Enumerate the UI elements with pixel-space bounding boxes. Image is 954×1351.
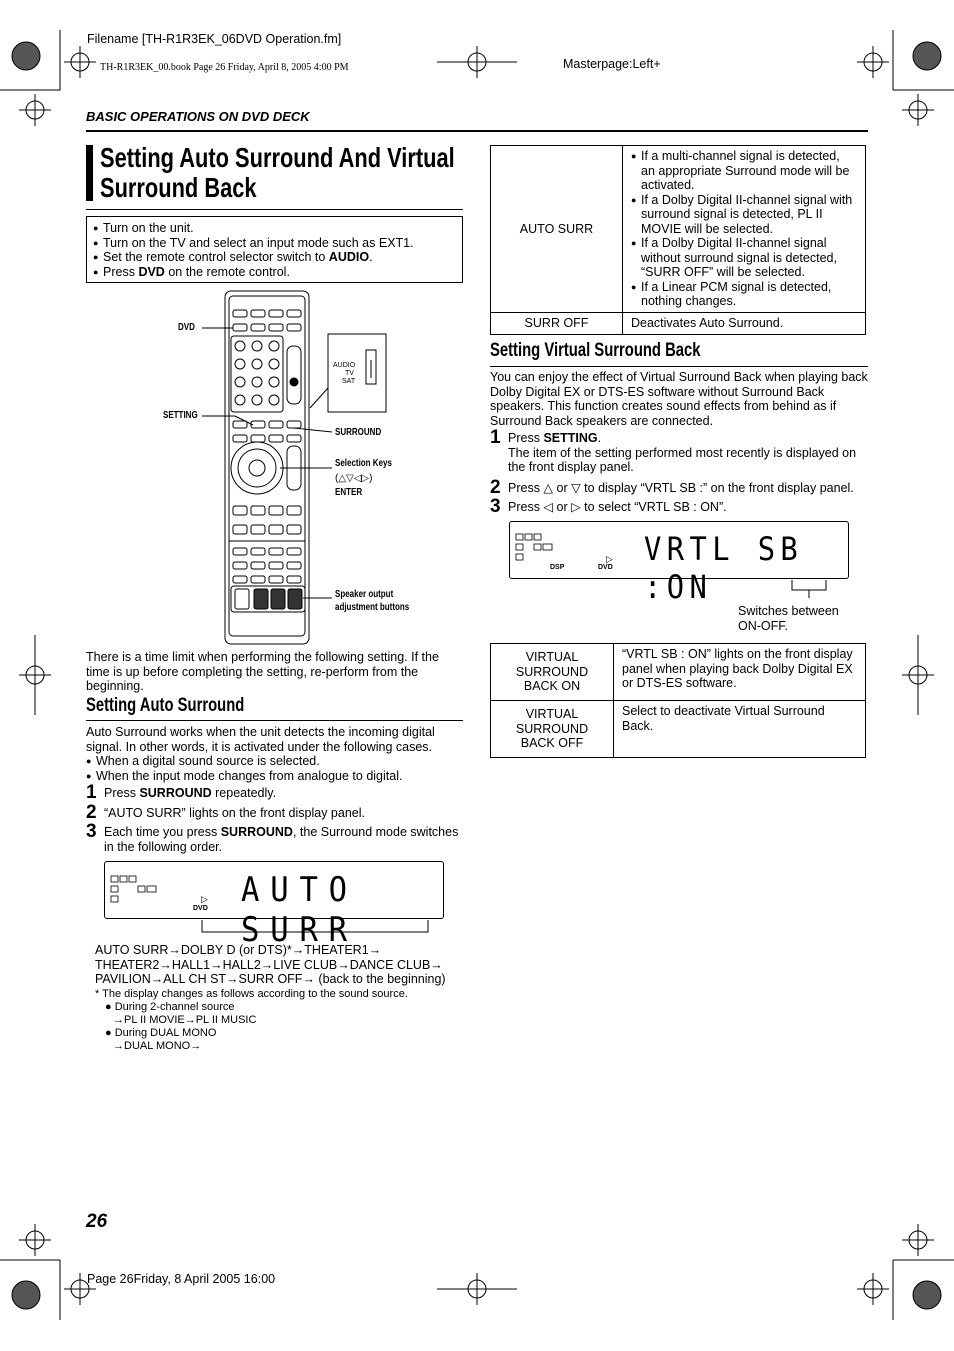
condition-item: ● If a Linear PCM signal is detected, nothing changes. xyxy=(631,280,857,309)
step-number: 2 xyxy=(86,802,97,823)
prep-bold: AUDIO xyxy=(328,250,370,264)
step-text: Press ◁ or ▷ to select “VRTL SB : ON”. xyxy=(508,500,727,514)
play-icon: ▷ xyxy=(201,894,208,904)
auto-case-item: ● When a digital sound source is selected. xyxy=(86,754,464,769)
step-text-part: repeatedly. xyxy=(211,786,277,800)
label-speaker-adjust: adjustment buttons xyxy=(335,602,410,613)
section-header: BASIC OPERATIONS ON DVD DECK xyxy=(86,109,310,124)
footnote-text: →DUAL MONO→ xyxy=(113,1040,202,1052)
svg-text:TV: TV xyxy=(345,370,354,377)
prep-text: Press xyxy=(103,264,139,279)
table-cell-description: Deactivates Auto Surround. xyxy=(623,313,866,335)
step-text xyxy=(508,431,870,446)
auto-case-item: ● When the input mode changes from analogue to digital. xyxy=(86,769,464,784)
step-subtext: The item of the setting performed most recently is displayed on the front display panel. xyxy=(508,445,857,474)
label-dvd: DVD xyxy=(178,322,195,333)
label-speaker-output: Speaker output xyxy=(335,589,394,600)
prep-text: on the remote control. xyxy=(164,264,290,279)
table-cell-label: SURR OFF xyxy=(491,313,623,335)
label-line: BACK ON xyxy=(523,679,581,694)
switch-bracket xyxy=(790,580,830,600)
step-text xyxy=(104,786,466,801)
label-line: VIRTUAL xyxy=(525,707,579,722)
prep-item xyxy=(93,250,456,265)
footer-text: Page 26Friday, 8 April 2005 16:00 xyxy=(87,1272,276,1286)
play-icon: ▷ xyxy=(606,554,613,564)
footnote-item: ● During 2-channel source xyxy=(105,1001,235,1013)
auto-step-3 xyxy=(86,821,466,854)
label-surround: SURROUND xyxy=(335,427,382,438)
step-number: 3 xyxy=(490,496,501,517)
lcd-text: VRTL SB :ON xyxy=(644,530,804,606)
header-rule xyxy=(86,130,868,132)
table-cell-label xyxy=(491,701,614,758)
display-bracket xyxy=(200,920,440,936)
masterpage-label: Masterpage:Left+ xyxy=(563,57,661,71)
step-text: “AUTO SURR” lights on the front display panel. xyxy=(104,806,365,820)
footnote-text: During 2-channel source xyxy=(114,1001,235,1013)
footnote-item: ● During DUAL MONO xyxy=(105,1027,217,1039)
virtual-step-1 xyxy=(490,427,870,475)
virtual-step-3 xyxy=(490,496,870,517)
page-title-line2: Surround Back xyxy=(100,172,257,203)
svg-text:AUDIO: AUDIO xyxy=(333,362,356,369)
lcd-dvd-label: DVD xyxy=(598,564,613,571)
auto-surround-table xyxy=(490,145,866,335)
table-cell-label xyxy=(491,644,614,701)
step-number: 2 xyxy=(490,477,501,498)
label-line: BACK OFF xyxy=(520,736,584,751)
time-limit-note: There is a time limit when performing the following setting. If the time is up before completing the setting, re-perform from the beginning. xyxy=(86,650,439,693)
auto-step-2 xyxy=(86,802,466,823)
speaker-indicator-icon xyxy=(109,874,159,906)
speaker-indicator-icon xyxy=(514,532,564,564)
sequence-line: AUTO SURR→DOLBY D (or DTS)*→THEATER1→ xyxy=(95,943,382,957)
svg-text:SAT: SAT xyxy=(342,378,356,385)
switch-note-line: ON-OFF. xyxy=(738,618,788,633)
prep-text: Set the remote control selector switch to xyxy=(103,250,329,264)
step-text-part: , the Surround mode switches in the following order. xyxy=(104,825,459,854)
auto-surround-heading: Setting Auto Surround xyxy=(86,695,245,716)
prep-item xyxy=(93,265,456,280)
step-text: Press △ or ▽ to display “VRTL SB :” on the front display panel. xyxy=(508,481,854,495)
step-text-part: Press xyxy=(508,431,544,445)
preparation-list xyxy=(93,221,456,279)
label-line: SURROUND xyxy=(515,664,589,679)
step-bold: SURROUND xyxy=(139,786,212,800)
label-setting: SETTING xyxy=(163,410,198,421)
condition-item: ● If a multi-channel signal is detected, an appropriate Surround mode will be activated. xyxy=(631,149,857,193)
page-number: 26 xyxy=(86,1211,108,1232)
switch-note xyxy=(738,604,839,633)
prep-text: Turn on the TV and select an input mode such as EXT1. xyxy=(103,235,414,250)
table-cell-label: AUTO SURR xyxy=(491,146,623,313)
table-cell-description: “VRTL SB : ON” lights on the front display panel when playing back Dolby Digital EX or DTS-ES software. xyxy=(614,644,866,701)
prep-text: Turn on the unit. xyxy=(103,221,194,235)
book-line: TH-R1R3EK_00.book Page 26 Friday, April 8, 2005 4:00 PM xyxy=(100,62,349,73)
page-title xyxy=(100,143,555,203)
label-enter: ENTER xyxy=(335,487,363,498)
surround-mode-sequence xyxy=(95,943,446,987)
table-cell-description: Select to deactivate Virtual Surround Back. xyxy=(614,701,866,758)
condition-item: ● If a Dolby Digital II-channel signal with surround signal is detected, PL II MOVIE will be selected. xyxy=(631,193,857,237)
table-row xyxy=(491,644,866,701)
virtual-heading-rule xyxy=(490,366,868,367)
step-text xyxy=(104,825,466,854)
auto-surr-display-panel xyxy=(104,861,444,950)
sequence-footnote xyxy=(95,988,408,1053)
lcd-text: AUTO SURR xyxy=(241,870,358,950)
step-number: 3 xyxy=(86,821,97,842)
step-text-part: Press xyxy=(104,786,140,800)
step-text-part: . xyxy=(597,431,602,445)
auto-intro: Auto Surround works when the unit detects the incoming digital signal. In other words, it is activated under the following cases. xyxy=(86,725,435,754)
vrtl-sb-display-panel xyxy=(509,521,849,606)
label-selection-keys: Selection Keys xyxy=(335,458,392,469)
virtual-surround-table xyxy=(490,643,866,758)
auto-cases-list xyxy=(86,754,464,783)
label-selection-sub: (△▽◁▷) xyxy=(335,473,373,484)
virtual-intro: You can enjoy the effect of Virtual Surround Back when playing back Dolby Digital EX or DTS-ES software without Surround Back speakers. This function creates sound effects from behind as if Surround Back speakers are connected. xyxy=(490,370,868,428)
title-rule xyxy=(86,209,463,210)
sequence-line: PAVILION→ALL CH ST→SURR OFF→ (back to the beginning) xyxy=(95,972,446,986)
prep-text: . xyxy=(369,250,373,264)
step-bold: SURROUND xyxy=(220,825,293,839)
step-bold: SETTING xyxy=(543,431,598,445)
step-number: 1 xyxy=(86,782,97,803)
preparation-box xyxy=(86,216,463,283)
switch-note-line: Switches between xyxy=(738,604,839,618)
table-cell-description xyxy=(623,146,866,313)
page-title-line1: Setting Auto Surround And Virtual xyxy=(100,142,455,173)
footnote-text: During DUAL MONO xyxy=(114,1027,217,1039)
step-number: 1 xyxy=(490,427,501,448)
footnote-text: →PL II MOVIE→PL II MUSIC xyxy=(113,1014,257,1026)
prep-bold: DVD xyxy=(138,264,165,279)
prep-item xyxy=(93,236,456,251)
lcd-dsp-label: DSP xyxy=(550,564,565,571)
sequence-line: THEATER2→HALL1→HALL2→LIVE CLUB→DANCE CLUB→ xyxy=(95,957,443,972)
title-bar xyxy=(86,145,93,201)
lcd-dvd-label: DVD xyxy=(193,905,208,912)
footnote-text: * The display changes as follows according to the sound source. xyxy=(95,988,408,1000)
condition-item: ● If a Dolby Digital II-channel signal without surround signal is detected, “SURR OFF” will be selected. xyxy=(631,236,857,280)
auto-step-1 xyxy=(86,782,466,803)
auto-surr-conditions xyxy=(631,149,857,309)
label-line: VIRTUAL xyxy=(525,650,579,665)
table-row xyxy=(491,313,866,335)
virtual-step-2 xyxy=(490,477,870,498)
prep-item xyxy=(93,221,456,236)
table-row xyxy=(491,146,866,313)
auto-heading-rule xyxy=(86,720,463,721)
table-row xyxy=(491,701,866,758)
filename-header: Filename [TH-R1R3EK_06DVD Operation.fm] xyxy=(87,32,342,46)
label-line: SURROUND xyxy=(515,721,589,736)
virtual-surround-heading: Setting Virtual Surround Back xyxy=(490,340,701,361)
step-text-part: Each time you press xyxy=(104,825,221,839)
